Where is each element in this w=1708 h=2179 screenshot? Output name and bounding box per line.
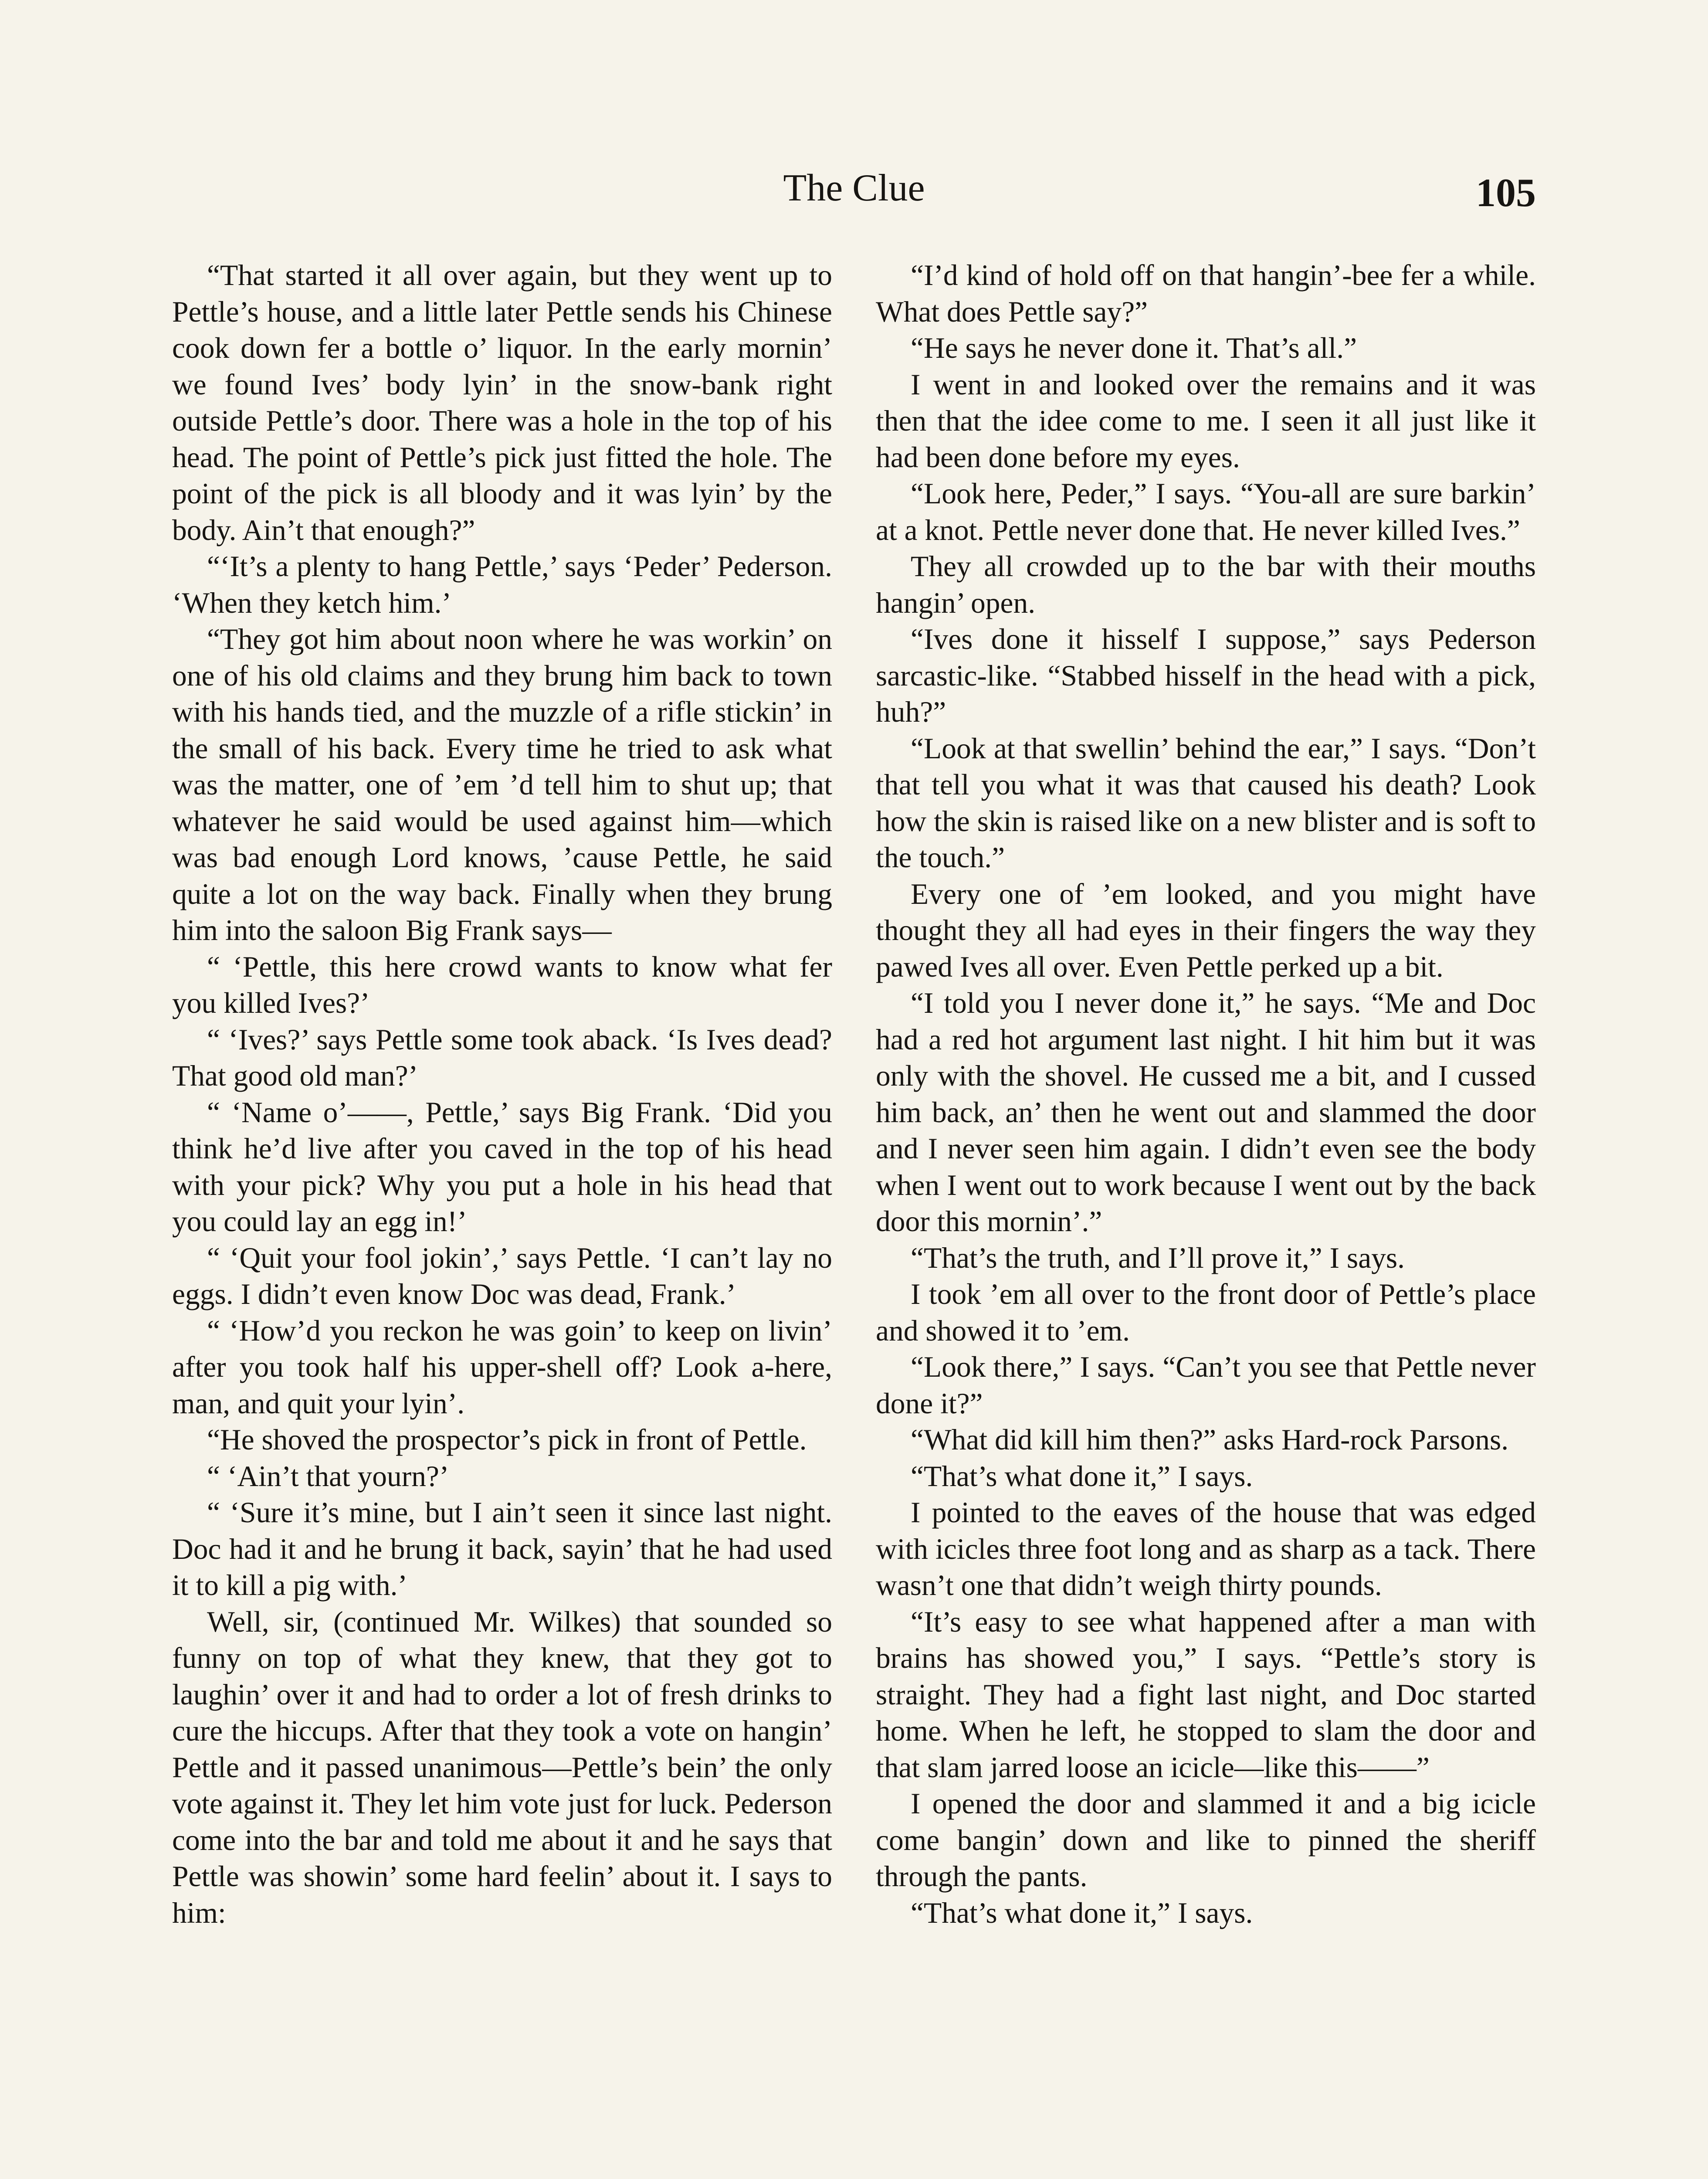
- right-column: [876, 257, 1536, 2179]
- paragraph: “I’d kind of hold off on that hangin’-bee fer a while. What does Pettle say?”: [876, 259, 1536, 328]
- paragraph: “Look there,” I says. “Can’t you see that Pettle never done it?”: [876, 1351, 1536, 1420]
- paragraph: “That’s what done it,” I says.: [911, 1896, 1253, 1929]
- left-column: [172, 257, 832, 2179]
- page-number: 105: [1476, 170, 1536, 215]
- paragraph: “ ‘Ives?’ says Pettle some took aback. ‘Is Ives dead? That good old man?’: [172, 1023, 832, 1092]
- paragraph: “ ‘Name o’——, Pettle,’ says Big Frank. ‘Did you think he’d live after you caved in the top of his head with your pick? Why you put a hole in his head that you could lay an egg in!’: [172, 1096, 832, 1238]
- paragraph: “They got him about noon where he was workin’ on one of his old claims and they brung him back to town with his hands tied, and the muzzle of a rifle stickin’ in the small of his back. Every time he tried to ask what was the matter, one of ’em ’d tell him to shut up; that whatever he said would be used against him—which was bad enough Lord knows, ’cause Pettle, he said quite a lot on the way back. Finally when they brung him into the saloon Big Frank says—: [172, 623, 832, 947]
- running-header: [172, 162, 1536, 227]
- paragraph: “He shoved the prospector’s pick in front of Pettle.: [207, 1423, 807, 1456]
- paragraph: “He says he never done it. That’s all.”: [911, 332, 1357, 364]
- paragraph: “Look here, Peder,” I says. “You-all are sure barkin’ at a knot. Pettle never done that. He never killed Ives.”: [876, 477, 1536, 546]
- paragraph: “That started it all over again, but they went up to Pettle’s house, and a little later Pettle sends his Chinese cook down fer a bottle o’ liquor. In the early mornin’ we found Ives’ body lyin’ in the snow-bank right outside Pettle’s door. There was a hole in the top of his head. The point of Pettle’s pick just fitted the hole. The point of the pick is all bloody and it was lyin’ by the body. Ain’t that enough?”: [172, 259, 832, 546]
- paragraph: They all crowded up to the bar with their mouths hangin’ open.: [876, 550, 1536, 619]
- paragraph: “‘It’s a plenty to hang Pettle,’ says ‘Peder’ Pederson. ‘When they ketch him.’: [172, 550, 832, 619]
- paragraph: I pointed to the eaves of the house that was edged with icicles three foot long and as sharp as a tack. There wasn’t one that didn’t weigh thirty pounds.: [876, 1496, 1536, 1602]
- paragraph: I opened the door and slammed it and a big icicle come bangin’ down and like to pinned the sheriff through the pants.: [876, 1787, 1536, 1893]
- paragraph: “ ‘Sure it’s mine, but I ain’t seen it since last night. Doc had it and he brung it back, sayin’ that he had used it to kill a pig with.’: [172, 1496, 832, 1602]
- paragraph: “ ‘Quit your fool jokin’,’ says Pettle. ‘I can’t lay no eggs. I didn’t even know Doc was dead, Frank.’: [172, 1241, 832, 1310]
- paragraph: Well, sir, (continued Mr. Wilkes) that sounded so funny on top of what they knew, that they got to laughin’ over it and had to order a lot of fresh drinks to cure the hiccups. After that they took a vote on hangin’ Pettle and it passed unanimous—Pettle’s bein’ the only vote against it. They let him vote just for luck. Pederson come into the bar and told me about it and he says that Pettle was showin’ some hard feelin’ about it. I says to him:: [172, 1605, 832, 1929]
- paragraph: Every one of ’em looked, and you might have thought they all had eyes in their fingers the way they pawed Ives all over. Even Pettle perked up a bit.: [876, 877, 1536, 983]
- paragraph: “ ‘Ain’t that yourn?’: [207, 1459, 449, 1493]
- paragraph: “I told you I never done it,” he says. “Me and Doc had a red hot argument last night. I hit him but it was only with the shovel. He cussed me a bit, and I cussed him back, an’ then he went out and slammed the door and I never seen him again. I didn’t even see the body when I went out to work because I went out by the back door this mornin’.”: [876, 987, 1536, 1238]
- paragraph: I went in and looked over the remains and it was then that the idee come to me. I seen it all just like it had been done before my eyes.: [876, 368, 1536, 474]
- paragraph: “Look at that swellin’ behind the ear,” I says. “Don’t that tell you what it was that caused his death? Look how the skin is raised like on a new blister and is soft to the touch.”: [876, 732, 1536, 874]
- paragraph: “That’s the truth, and I’ll prove it,” I says.: [911, 1241, 1405, 1274]
- paragraph: “It’s easy to see what happened after a man with brains has showed you,” I says. “Pettle’s story is straight. They had a fight last night, and Doc started home. When he left, he stopped to slam the door and that slam jarred loose an icicle—like this——”: [876, 1605, 1536, 1784]
- paragraph: “That’s what done it,” I says.: [911, 1459, 1253, 1493]
- paragraph: “ ‘How’d you reckon he was goin’ to keep on livin’ after you took half his upper-shell off? Look a-here, man, and quit your lyin’.: [172, 1314, 832, 1420]
- paragraph: I took ’em all over to the front door of Pettle’s place and showed it to ’em.: [876, 1278, 1536, 1347]
- paragraph: “What did kill him then?” asks Hard-rock Parsons.: [911, 1423, 1509, 1456]
- paragraph: “ ‘Pettle, this here crowd wants to know what fer you killed Ives?’: [172, 950, 832, 1019]
- running-title: The Clue: [783, 167, 925, 209]
- paragraph: “Ives done it hisself I suppose,” says Pederson sarcastic-like. “Stabbed hisself in the head with a pick, huh?”: [876, 623, 1536, 728]
